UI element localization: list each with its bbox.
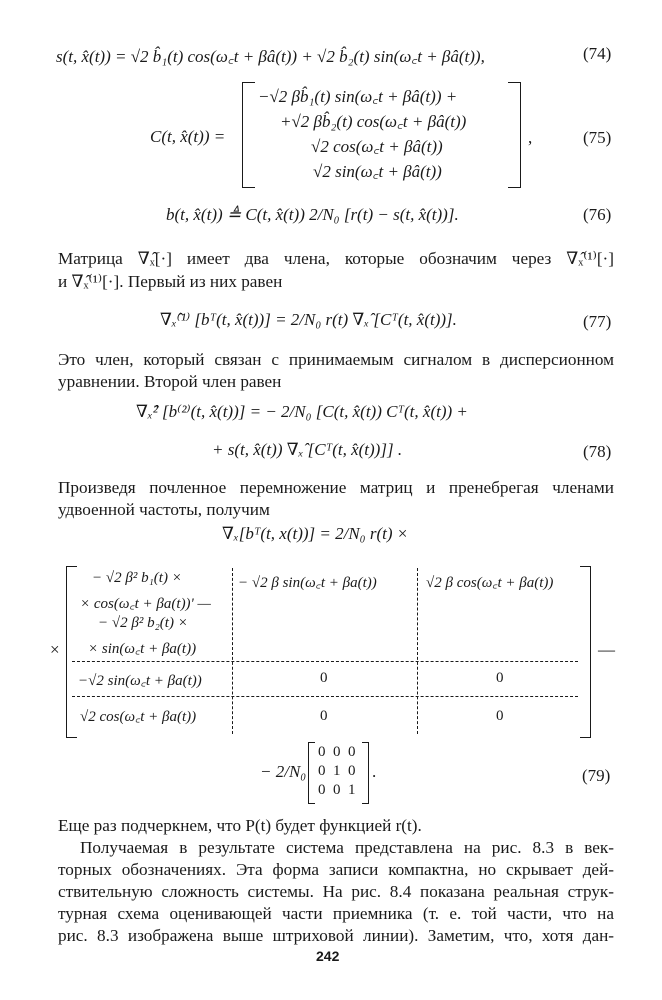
matrix-cell: √2 cos(ω꜀t + βa(t)): [80, 709, 197, 725]
paragraph-line: уравнении. Второй член равен: [58, 372, 282, 391]
identity-prefix: − 2/N₀: [260, 762, 307, 781]
identity-bracket-left: [308, 742, 315, 804]
identity-bracket-right: [362, 742, 369, 804]
big-matrix-bracket-right: [580, 566, 591, 738]
matrix-cell: 0: [496, 670, 504, 686]
matrix-cell: × cos(ω꜀t + βa(t))' —: [80, 596, 211, 612]
identity-cell: 0: [318, 782, 326, 798]
identity-cell: 0: [318, 763, 326, 779]
equation-74-number: (74): [583, 44, 612, 63]
matrix-bracket-left: [242, 82, 255, 188]
equation-78-line2: + s(t, x̂(t)) ∇ₓ̂ [Cᵀ(t, x̂(t))]] .: [212, 440, 403, 459]
equation-75-row: √2 cos(ω꜀t + βâ(t)): [311, 137, 443, 156]
equation-79-number: (79): [582, 766, 611, 785]
equation-77-number: (77): [583, 312, 612, 331]
identity-cell: 1: [333, 763, 341, 779]
times-sign: ×: [50, 640, 60, 659]
minus-sign: —: [598, 640, 615, 659]
identity-cell: 0: [318, 744, 326, 760]
paragraph-line: Получаемая в результате система представлена на рис. 8.3 в век-: [80, 838, 614, 857]
matrix-bracket-right: [508, 82, 521, 188]
equation-79-head: ∇ₓ[bᵀ(t, x(t))] = 2/N₀ r(t) ×: [222, 524, 409, 543]
identity-cell: 0: [333, 782, 341, 798]
identity-cell: 0: [348, 763, 356, 779]
paragraph-line: Матрица ∇ₓ̂[·] имеет два члена, которые обозначим через ∇ₓ̂⁽¹⁾[·]: [58, 249, 614, 268]
matrix-cell: × sin(ω꜀t + βa(t)): [88, 641, 197, 657]
equation-76: b(t, x̂(t)) ≜ C(t, x̂(t)) 2/N₀ [r(t) − s(t, x̂(t))].: [166, 205, 459, 224]
equation-78-number: (78): [583, 442, 612, 461]
paragraph-line: турная схема оценивающей части приемника (т. е. той части, что на: [58, 904, 614, 923]
paragraph-line: Это член, который связан с принимаемым сигналом в дисперсионном: [58, 350, 614, 369]
paragraph-line: рис. 8.3 изображена выше штриховой линии). Заметим, что, хотя дан-: [58, 926, 614, 945]
paragraph-line: Произведя почленное перемножение матриц и пренебрегая членами: [58, 478, 614, 497]
equation-77: ∇ₓ̂⁽¹⁾ [bᵀ(t, x̂(t))] = 2/N₀ r(t) ∇ₓ̂ [Cᵀ(t, x̂(t))].: [160, 310, 457, 329]
identity-cell: 0: [348, 744, 356, 760]
paragraph-line: Еще раз подчеркнем, что P(t) будет функцией r(t).: [58, 816, 422, 835]
matrix-cell: − √2 β sin(ω꜀t + βa(t)): [238, 575, 377, 591]
matrix-cell: 0: [320, 670, 328, 686]
equation-75-row: √2 sin(ω꜀t + βâ(t)): [313, 162, 442, 181]
identity-cell: 1: [348, 782, 356, 798]
equation-78-line1: ∇ₓ̂² [b⁽²⁾(t, x̂(t))] = − 2/N₀ [C(t, x̂(t)) Cᵀ(t, x̂(t)) +: [136, 402, 468, 421]
equation-75-lhs: C(t, x̂(t)) =: [150, 127, 226, 146]
paragraph-line: ствительную сложность системы. На рис. 8.4 показана реальная струк-: [58, 882, 614, 901]
matrix-cell: 0: [496, 708, 504, 724]
matrix-cell: − √2 β² b₂(t) ×: [98, 615, 188, 631]
paragraph-line: и ∇ₓ̂⁽¹⁾[·]. Первый из них равен: [58, 272, 283, 291]
equation-75-row: −√2 βb̂₁(t) sin(ω꜀t + βâ(t)) +: [258, 87, 458, 106]
equation-76-number: (76): [583, 205, 612, 224]
matrix-cell: −√2 sin(ω꜀t + βa(t)): [78, 673, 202, 689]
page-number: 242: [316, 948, 340, 964]
identity-cell: 0: [333, 744, 341, 760]
paragraph-line: удвоенной частоты, получим: [58, 500, 270, 519]
matrix-cell: √2 β cos(ω꜀t + βa(t)): [426, 575, 554, 591]
equation-75-number: (75): [583, 128, 612, 147]
equation-74: s(t, x̂(t)) = √2 b̂₁(t) cos(ω꜀t + βâ(t)) + √2 b̂₂(t) sin(ω꜀t + βâ(t)),: [56, 47, 485, 66]
equation-75-row: +√2 βb̂₂(t) cos(ω꜀t + βâ(t)): [280, 112, 467, 131]
paragraph-line: торных обозначениях. Эта форма записи компактна, но скрывает дей-: [58, 860, 614, 879]
big-matrix-bracket-left: [66, 566, 77, 738]
matrix-cell: − √2 β² b₁(t) ×: [92, 570, 182, 586]
matrix-cell: 0: [320, 708, 328, 724]
